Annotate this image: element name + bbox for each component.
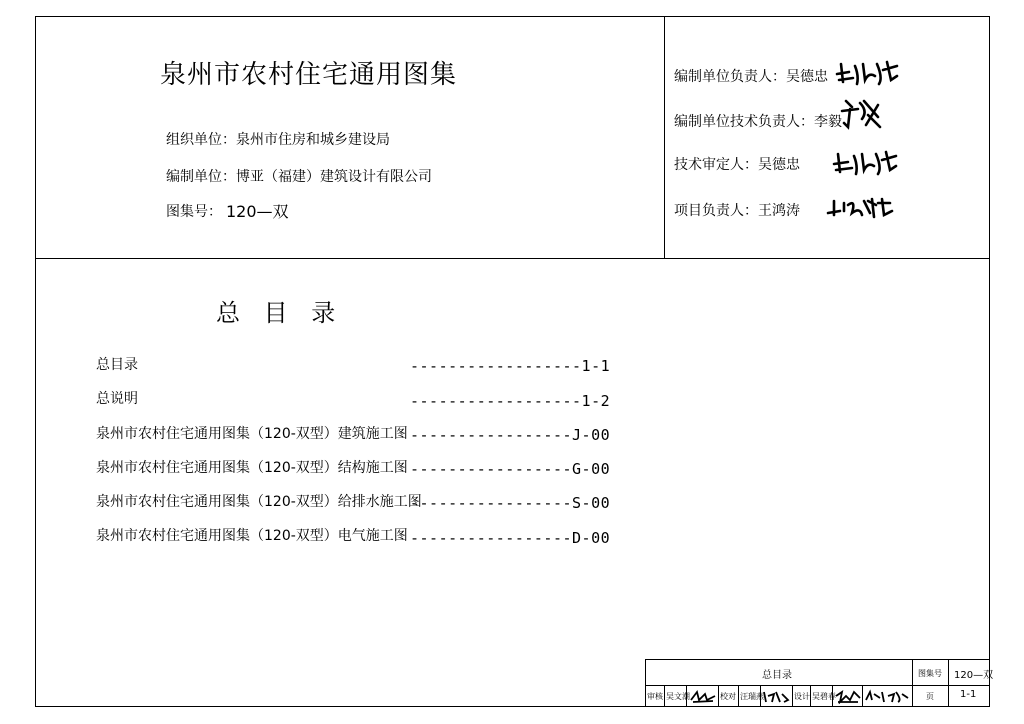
title-block-col-divider	[912, 659, 913, 707]
toc-item-name: 总目录	[96, 357, 138, 373]
responsible-compiler-head: 编制单位负责人：吴德忠	[674, 69, 828, 85]
responsible-tech-review: 技术审定人：吴德忠	[674, 157, 800, 173]
toc-item-name: 泉州市农村住宅通用图集（120-双型）建筑施工图	[96, 426, 408, 442]
toc-item-name: 泉州市农村住宅通用图集（120-双型）结构施工图	[96, 460, 408, 476]
title-block-col-divider	[948, 659, 949, 707]
toc-item-name: 泉州市农村住宅通用图集（120-双型）电气施工图	[96, 528, 408, 544]
title-block-check-label: 校对	[720, 692, 736, 701]
toc-item-code: -----------------S-00	[410, 494, 611, 512]
title-block-cell-divider	[738, 685, 739, 707]
atlas-number-value: 120—双	[226, 202, 289, 221]
toc-title: 总 目 录	[216, 299, 344, 327]
title-block-page-label: 页	[926, 692, 934, 701]
title-block-atlas-number: 120—双	[954, 670, 994, 681]
signature-1	[835, 58, 901, 86]
signature-3	[832, 150, 900, 176]
title-block-checker: 汪瑞燕	[740, 692, 764, 701]
title-block-reviewer: 吴文潮	[666, 692, 690, 701]
toc-item-code: ------------------1-2	[410, 392, 611, 410]
organizer-line: 组织单位：泉州市住房和城乡建设局	[166, 132, 390, 148]
toc-item-code: ------------------1-1	[410, 357, 611, 375]
atlas-title: 泉州市农村住宅通用图集	[160, 60, 458, 90]
title-block-design-label: 设计	[794, 692, 810, 701]
signature-4	[826, 195, 894, 219]
checker-signature	[762, 688, 790, 704]
extra-signature	[864, 688, 910, 704]
compiler-line: 编制单位：博亚（福建）建筑设计有限公司	[166, 169, 432, 185]
title-block-atlas-label: 图集号	[918, 669, 942, 678]
title-block-drawing-name: 总目录	[762, 670, 792, 681]
title-block-review-label: 审核	[647, 692, 663, 701]
toc-item-code: -----------------J-00	[410, 426, 611, 444]
toc-item-name: 泉州市农村住宅通用图集（120-双型）给排水施工图	[96, 494, 422, 510]
header-divider-horizontal	[35, 258, 990, 259]
header-divider-vertical	[664, 16, 665, 259]
toc-item-name: 总说明	[96, 391, 138, 407]
title-block-cell-divider	[792, 685, 793, 707]
responsible-project-head: 项目负责人：王鸿涛	[674, 203, 800, 219]
title-block-row-divider	[645, 685, 990, 686]
signature-2	[838, 97, 882, 133]
title-block-cell-divider	[810, 685, 811, 707]
reviewer-signature	[689, 688, 717, 704]
title-block-cell-divider	[862, 685, 863, 707]
responsible-tech-head: 编制单位技术负责人：李毅	[674, 114, 842, 130]
title-block-cell-divider	[718, 685, 719, 707]
designer-signature	[834, 688, 862, 704]
title-block-cell-divider	[664, 685, 665, 707]
toc-item-code: -----------------G-00	[410, 460, 611, 478]
atlas-number-label: 图集号：	[166, 204, 222, 220]
title-block-page-number: 1-1	[960, 689, 977, 700]
toc-item-code: -----------------D-00	[410, 529, 611, 547]
title-block-designer: 吴碧春	[812, 692, 836, 701]
